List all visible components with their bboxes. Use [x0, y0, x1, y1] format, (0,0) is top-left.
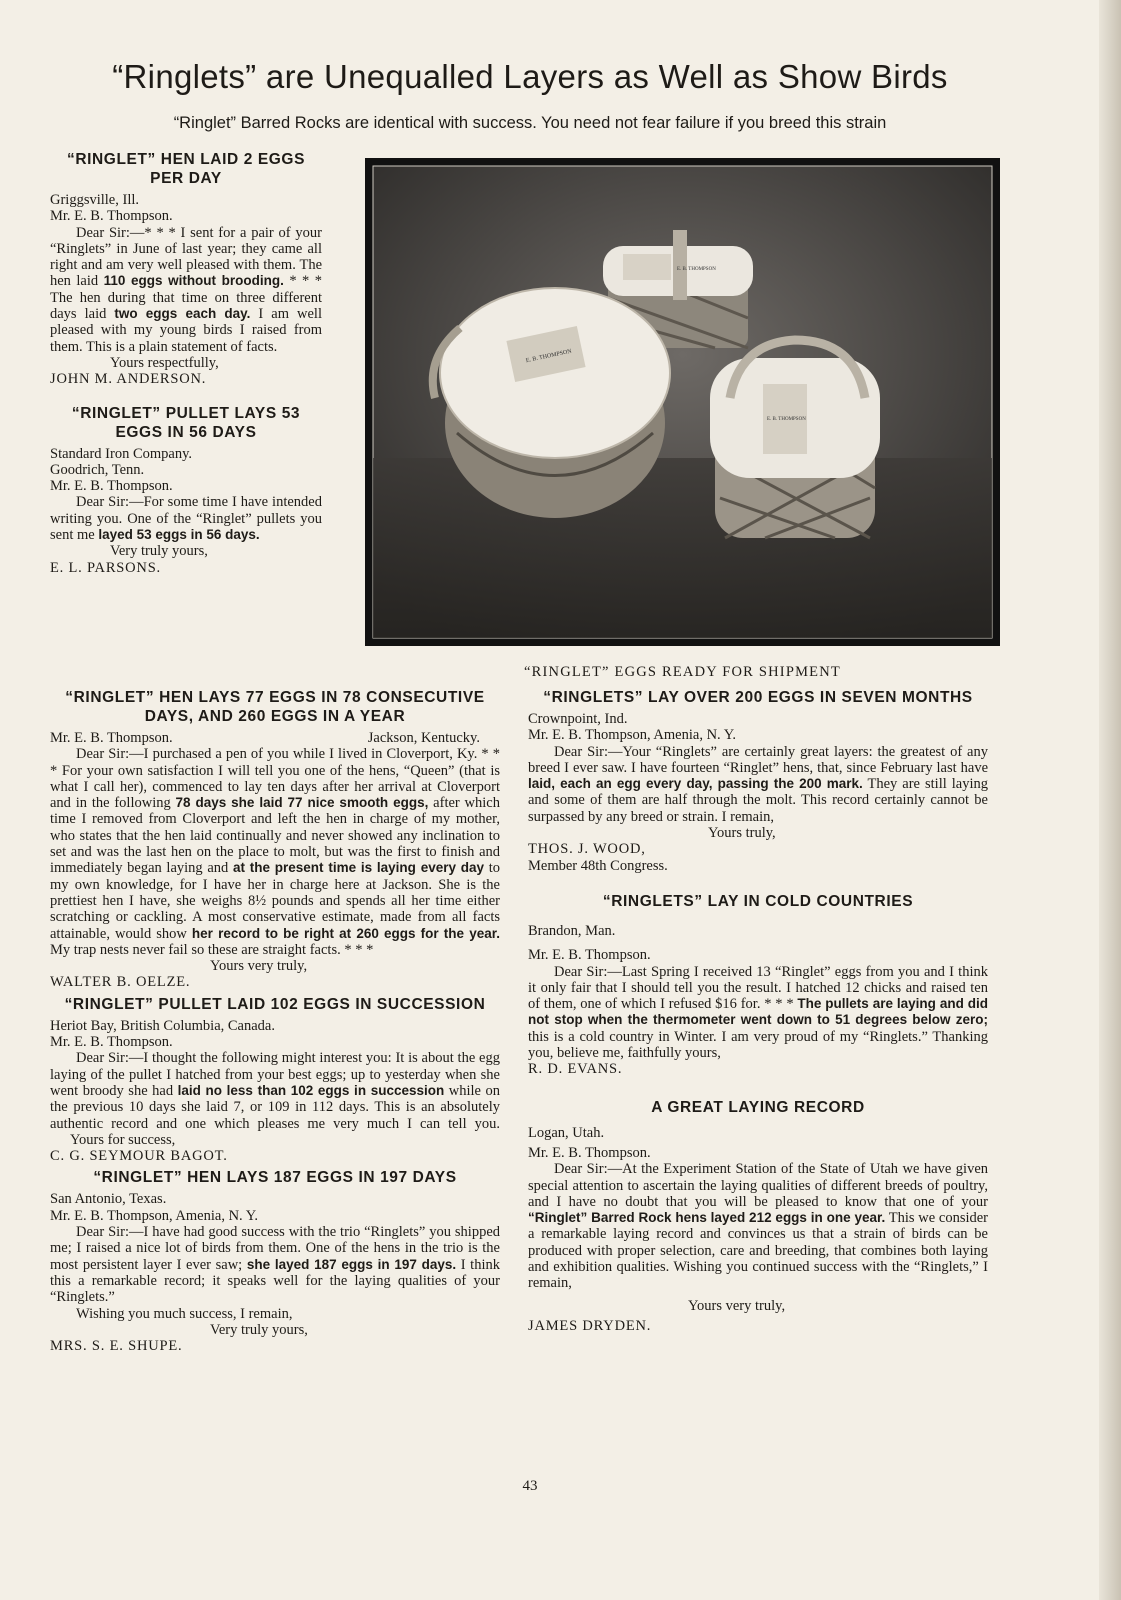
article-place: Brandon, Man.	[528, 922, 616, 939]
page-subheadline: “Ringlet” Barred Rocks are identical with success. You need not fear failure if you breed this strain	[173, 114, 887, 132]
article-great-laying-record	[528, 1098, 988, 1335]
article-title: “RINGLET” PULLET LAYS 53 EGGS IN 56 DAYS	[71, 404, 301, 441]
article-hen-laid-2-eggs	[50, 150, 322, 388]
article-signature: THOS. J. WOOD,	[528, 841, 646, 858]
article-body: Dear Sir:—I thought the following might interest you: It is about the egg laying of the pullet I hatched from your best eggs; up to yesterday when she went broody she had laid no less than 102 eggs in succession while on the previous 10 days she laid 7, or 109 in 112 days. This is an absolutely authentic record and one which pleases me very much I can tell you. Yours for success,	[50, 1050, 501, 1148]
article-signature: E. L. PARSONS.	[50, 559, 161, 576]
article-addressee: Mr. E. B. Thompson.	[50, 478, 173, 495]
article-place: Goodrich, Tenn.	[50, 461, 145, 478]
article-signature: JOHN M. ANDERSON.	[50, 371, 207, 388]
page-headline: “Ringlets” are Unequalled Layers as Well as Show Birds	[112, 58, 948, 95]
lower-right-column	[528, 688, 988, 1350]
photo-caption: “RINGLET” EGGS READY FOR SHIPMENT	[524, 664, 841, 680]
photo-egg-baskets	[365, 158, 1000, 646]
article-pullet-102-eggs	[50, 995, 500, 1165]
article-title: “RINGLETS” LAY IN COLD COUNTRIES	[602, 892, 914, 910]
article-company: Standard Iron Company.	[50, 445, 193, 462]
article-200-eggs-seven-months	[528, 688, 988, 874]
article-hen-77-eggs	[50, 688, 500, 991]
page-number: 43	[522, 1478, 538, 1494]
article-title: “RINGLETS” LAY OVER 200 EGGS IN SEVEN MONTHS	[543, 689, 973, 706]
article-signature: JAMES DRYDEN.	[528, 1317, 652, 1334]
article-place: Heriot Bay, British Columbia, Canada.	[50, 1017, 275, 1034]
article-body: Dear Sir:—Last Spring I received 13 “Ringlet” eggs from you and I think it only fair that I should tell you the result. I hatched 12 chicks and raised ten of them, one of which I refused $16 for. * * * The pullets are laying and did not stop when the thermometer went down to 51 degrees below zero; this is a cold country in Winter. I am very proud of my “Ringlets.” Thanking you, believe me, faithfully yours,	[528, 963, 988, 1062]
article-body: Dear Sir:—At the Experiment Station of the State of Utah we have given special attention to ascertain the laying qualities of different breeds of poultry, and I have no doubt that you will be pleased to know that one of your “Ringlet” Barred Rock hens layed 212 eggs in one year. This we consider a remarkable laying record and convinces us that a strain of birds can be produced with proper selection, care and breeding, that combines both laying and exhibition qualities. Wishing you continued success with the “Ringlets,” I remain,	[528, 1161, 988, 1292]
article-closing: Yours truly,	[708, 825, 776, 842]
article-signer-title: Member 48th Congress.	[528, 857, 668, 874]
article-signature: MRS. S. E. SHUPE.	[50, 1338, 183, 1355]
article-closing: Very truly yours,	[210, 1321, 308, 1338]
article-signature: WALTER B. OELZE.	[50, 974, 191, 991]
article-title: “RINGLET” PULLET LAID 102 EGGS IN SUCCESSION	[64, 995, 486, 1013]
article-closing: Yours very truly,	[688, 1297, 786, 1314]
article-signature: C. G. SEYMOUR BAGOT.	[50, 1148, 228, 1165]
article-addressee: Mr. E. B. Thompson, Amenia, N. Y.	[50, 1207, 258, 1224]
article-cold-countries	[528, 892, 988, 1078]
article-title: “RINGLET” HEN LAYS 77 EGGS IN 78 CONSECUTIVE DAYS, AND 260 EGGS IN A YEAR	[65, 689, 485, 725]
egg-baskets-illustration	[365, 158, 1000, 646]
basket-label-text: E. B. THOMPSON	[767, 417, 806, 422]
article-pullet-53-eggs	[50, 404, 322, 576]
article-title: “RINGLET” HEN LAID 2 EGGS PER DAY	[66, 151, 306, 187]
page-gutter-shadow	[1099, 0, 1121, 1600]
article-body: Dear Sir:—I have had good success with the trio “Ringlets” you shipped me; I raised a nice lot of birds from them. One of the hens in the trio is the most persistent layer I ever saw; she layed 187 eggs in 197 days. I think this a remarkable record; it speaks well for the laying qualities of your “Ringlets.”	[50, 1224, 500, 1306]
article-addressee: Mr. E. B. Thompson.	[528, 947, 651, 964]
article-body: Dear Sir:—* * * I sent for a pair of your “Ringlets” in June of last year; they came all right and am very well pleased with them. The hen laid 110 eggs without brooding. * * * The hen during that time on three different days laid two eggs each day. I am well pleased with my young birds I raised from them. This is a plain statement of facts.	[50, 224, 323, 355]
article-addressee: Mr. E. B. Thompson.	[528, 1144, 651, 1161]
article-title: “RINGLET” HEN LAYS 187 EGGS IN 197 DAYS	[93, 1169, 457, 1187]
article-body-closing: Wishing you much success, I remain,	[76, 1305, 293, 1322]
basket-label-text: E. B. THOMPSON	[525, 348, 573, 365]
article-closing: Yours respectfully,	[110, 354, 219, 371]
article-hen-187-eggs	[50, 1168, 500, 1354]
article-closing: Very truly yours,	[110, 543, 208, 560]
top-left-column	[50, 150, 322, 592]
basket-label-text: E. B. THOMPSON	[677, 267, 716, 272]
article-place: Griggsville, Ill.	[50, 192, 140, 208]
article-place: San Antonio, Texas.	[50, 1191, 167, 1208]
article-signature: R. D. EVANS.	[528, 1061, 623, 1078]
article-title: A GREAT LAYING RECORD	[651, 1098, 865, 1116]
article-body: Dear Sir:—Your “Ringlets” are certainly great layers: the greatest of any breed I ever saw. I have fourteen “Ringlet” hens, that, since February last have laid, each an egg every day, passing the 200 mark. They are still laying and some of them are half through the molt. This record certainly cannot be surpassed by any breed or strain. I remain,	[528, 743, 988, 825]
article-addressee-line: Mr. E. B. Thompson. Jackson, Kentucky.	[50, 730, 480, 746]
article-place: Crownpoint, Ind.	[528, 711, 628, 727]
article-place: Logan, Utah.	[528, 1124, 605, 1141]
basket-square	[710, 340, 880, 538]
article-body: Dear Sir:—I purchased a pen of you while I lived in Cloverport, Ky. * * * For your own satisfaction I will tell you one of the hens, “Queen” (that is what I call her), commenced to lay ten days after her arrival at Cloverport and in the following 78 days she laid 77 nice smooth eggs, after which time I removed from Cloverport and left the hen in charge of my mother, who states that the hen laid continually and never showed any inclination to set and was the last hen on the place to molt, but was the first to finish and immediately began laying and at the present time is laying every day to my own knowledge, for I have her in charge here at Jackson. She is the prettiest hen I have, she weighs 8½ pounds and spends all her time either scratching or cackling. A most conservative estimate, made from all facts attainable, would show her record to be right at 260 eggs for the year. My trap nests never fail so these are straight facts. * * *	[50, 746, 501, 958]
article-closing: Yours very truly,	[210, 958, 308, 975]
article-addressee: Mr. E. B. Thompson.	[50, 1034, 173, 1051]
article-body: Dear Sir:—For some time I have intended writing you. One of the “Ringlet” pullets you sent me layed 53 eggs in 56 days.	[50, 494, 322, 544]
article-addressee: Mr. E. B. Thompson, Amenia, N. Y.	[528, 727, 736, 744]
lower-left-column	[50, 688, 500, 1370]
article-addressee: Mr. E. B. Thompson.	[50, 208, 173, 225]
